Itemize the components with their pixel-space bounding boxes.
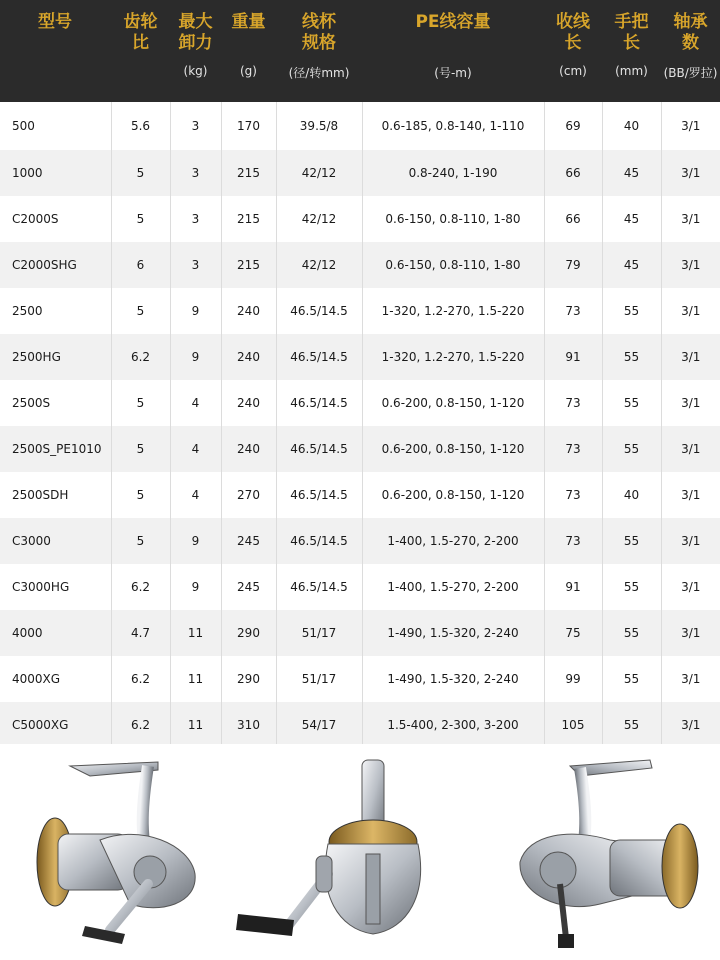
model-cell: 1000 — [0, 150, 111, 196]
table-cell: 55 — [602, 518, 661, 564]
model-cell: 4000 — [0, 610, 111, 656]
table-cell: 3 — [170, 102, 221, 150]
table-cell: 3 — [170, 196, 221, 242]
table-cell: 0.6-200, 0.8-150, 1-120 — [362, 472, 544, 518]
table-cell: 3/1 — [661, 702, 720, 748]
table-cell: 240 — [221, 426, 276, 472]
table-cell: 55 — [602, 610, 661, 656]
table-row — [0, 564, 720, 610]
table-cell: 5 — [111, 380, 170, 426]
table-cell: 3/1 — [661, 564, 720, 610]
column-header-title: 型号 — [38, 12, 72, 32]
column-header-title: 重量 — [231, 12, 266, 32]
table-cell: 3/1 — [661, 380, 720, 426]
table-cell: 240 — [221, 288, 276, 334]
table-cell: 1-400, 1.5-270, 2-200 — [362, 564, 544, 610]
table-cell: 55 — [602, 426, 661, 472]
table-row — [0, 196, 720, 242]
table-cell: 11 — [170, 702, 221, 748]
table-row — [0, 426, 720, 472]
table-cell: 51/17 — [276, 656, 362, 702]
table-cell: 0.6-185, 0.8-140, 1-110 — [362, 102, 544, 150]
table-cell: 5.6 — [111, 102, 170, 150]
table-cell: 46.5/14.5 — [276, 518, 362, 564]
table-row — [0, 472, 720, 518]
model-cell: C3000HG — [0, 564, 111, 610]
table-row — [0, 610, 720, 656]
column-header-5 — [362, 0, 544, 102]
table-cell: 91 — [544, 564, 602, 610]
table-cell: 1-320, 1.2-270, 1.5-220 — [362, 288, 544, 334]
table-cell: 6.2 — [111, 334, 170, 380]
table-cell: 55 — [602, 702, 661, 748]
model-cell: C2000SHG — [0, 242, 111, 288]
table-cell: 9 — [170, 334, 221, 380]
table-cell: 91 — [544, 334, 602, 380]
table-cell: 5 — [111, 426, 170, 472]
column-header-title: 手把 长 — [614, 12, 649, 53]
table-cell: 215 — [221, 242, 276, 288]
table-cell: 66 — [544, 150, 602, 196]
table-cell: 1-320, 1.2-270, 1.5-220 — [362, 334, 544, 380]
table-cell: 0.6-200, 0.8-150, 1-120 — [362, 426, 544, 472]
table-row — [0, 656, 720, 702]
table-cell: 4 — [170, 426, 221, 472]
table-cell: 245 — [221, 518, 276, 564]
product-photo-strip — [0, 744, 720, 960]
table-cell: 6.2 — [111, 564, 170, 610]
model-cell: C5000XG — [0, 702, 111, 748]
table-cell: 55 — [602, 564, 661, 610]
table-row — [0, 150, 720, 196]
table-cell: 11 — [170, 656, 221, 702]
table-cell: 46.5/14.5 — [276, 380, 362, 426]
table-cell: 9 — [170, 518, 221, 564]
table-cell: 5 — [111, 196, 170, 242]
table-cell: 42/12 — [276, 242, 362, 288]
model-cell: 2500S — [0, 380, 111, 426]
table-cell: 5 — [111, 472, 170, 518]
table-cell: 6.2 — [111, 656, 170, 702]
column-header-unit: (BB/罗拉) — [663, 66, 718, 80]
column-header-0 — [0, 0, 111, 102]
table-cell: 66 — [544, 196, 602, 242]
table-row — [0, 288, 720, 334]
column-header-7 — [602, 0, 661, 102]
table-cell: 290 — [221, 610, 276, 656]
model-cell: 500 — [0, 102, 111, 150]
column-header-title: 最大 卸力 — [178, 12, 213, 53]
model-cell: 4000XG — [0, 656, 111, 702]
column-header-unit: (kg) — [183, 64, 208, 78]
column-header-title: 齿轮 比 — [123, 12, 158, 53]
column-header-8 — [661, 0, 720, 102]
table-cell: 3/1 — [661, 196, 720, 242]
column-header-title: PE线容量 — [415, 12, 491, 32]
table-cell: 46.5/14.5 — [276, 472, 362, 518]
table-cell: 4 — [170, 380, 221, 426]
column-header-1 — [111, 0, 170, 102]
table-cell: 3/1 — [661, 656, 720, 702]
table-cell: 5 — [111, 518, 170, 564]
table-header — [0, 0, 720, 102]
table-cell: 3/1 — [661, 150, 720, 196]
table-cell: 1-490, 1.5-320, 2-240 — [362, 610, 544, 656]
table-cell: 1-490, 1.5-320, 2-240 — [362, 656, 544, 702]
table-cell: 73 — [544, 426, 602, 472]
model-cell: C3000 — [0, 518, 111, 564]
spinning-reel-rear-icon — [228, 744, 488, 960]
table-cell: 3/1 — [661, 610, 720, 656]
table-cell: 40 — [602, 472, 661, 518]
table-row — [0, 242, 720, 288]
table-cell: 4 — [170, 472, 221, 518]
column-header-title: 收线 长 — [556, 12, 590, 53]
table-cell: 54/17 — [276, 702, 362, 748]
table-cell: 45 — [602, 196, 661, 242]
table-cell: 0.6-150, 0.8-110, 1-80 — [362, 196, 544, 242]
table-cell: 270 — [221, 472, 276, 518]
table-cell: 4.7 — [111, 610, 170, 656]
column-header-unit: (径/转mm) — [288, 66, 350, 80]
table-row — [0, 518, 720, 564]
table-cell: 3/1 — [661, 288, 720, 334]
table-cell: 105 — [544, 702, 602, 748]
table-cell: 3/1 — [661, 518, 720, 564]
model-cell: 2500 — [0, 288, 111, 334]
table-cell: 45 — [602, 242, 661, 288]
table-cell: 45 — [602, 150, 661, 196]
table-cell: 55 — [602, 288, 661, 334]
table-cell: 290 — [221, 656, 276, 702]
table-cell: 3/1 — [661, 102, 720, 150]
table-cell: 69 — [544, 102, 602, 150]
table-cell: 73 — [544, 288, 602, 334]
spinning-reel-side-right-icon — [500, 744, 710, 960]
table-cell: 73 — [544, 472, 602, 518]
table-cell: 55 — [602, 380, 661, 426]
table-cell: 3/1 — [661, 242, 720, 288]
header-row — [0, 0, 720, 102]
table-cell: 75 — [544, 610, 602, 656]
table-cell: 51/17 — [276, 610, 362, 656]
table-cell: 3/1 — [661, 426, 720, 472]
table-body — [0, 102, 720, 748]
table-cell: 46.5/14.5 — [276, 564, 362, 610]
table-cell: 240 — [221, 380, 276, 426]
column-header-unit: (号-m) — [434, 66, 472, 80]
table-cell: 55 — [602, 656, 661, 702]
table-cell: 55 — [602, 334, 661, 380]
table-row — [0, 380, 720, 426]
table-cell: 42/12 — [276, 196, 362, 242]
table-cell: 73 — [544, 518, 602, 564]
table-cell: 1.5-400, 2-300, 3-200 — [362, 702, 544, 748]
column-header-unit: (g) — [240, 64, 257, 78]
table-cell: 3 — [170, 150, 221, 196]
table-cell: 240 — [221, 334, 276, 380]
table-cell: 310 — [221, 702, 276, 748]
table-cell: 5 — [111, 288, 170, 334]
spinning-reel-side-left-icon — [30, 744, 230, 960]
model-cell: 2500HG — [0, 334, 111, 380]
table-cell: 0.6-150, 0.8-110, 1-80 — [362, 242, 544, 288]
table-row — [0, 102, 720, 150]
model-cell: 2500SDH — [0, 472, 111, 518]
table-row — [0, 334, 720, 380]
table-cell: 245 — [221, 564, 276, 610]
table-cell: 215 — [221, 150, 276, 196]
table-cell: 170 — [221, 102, 276, 150]
table-cell: 3/1 — [661, 472, 720, 518]
model-cell: C2000S — [0, 196, 111, 242]
table-cell: 215 — [221, 196, 276, 242]
table-cell: 5 — [111, 150, 170, 196]
table-cell: 46.5/14.5 — [276, 426, 362, 472]
column-header-unit: (cm) — [559, 64, 587, 78]
column-header-2 — [170, 0, 221, 102]
table-cell: 73 — [544, 380, 602, 426]
table-cell: 40 — [602, 102, 661, 150]
column-header-4 — [276, 0, 362, 102]
table-cell: 79 — [544, 242, 602, 288]
column-header-title: 轴承 数 — [673, 12, 708, 53]
table-cell: 1-400, 1.5-270, 2-200 — [362, 518, 544, 564]
table-cell: 46.5/14.5 — [276, 288, 362, 334]
table-cell: 46.5/14.5 — [276, 334, 362, 380]
table-cell: 9 — [170, 288, 221, 334]
table-cell: 9 — [170, 564, 221, 610]
column-header-title: 线杯 规格 — [302, 12, 336, 53]
table-cell: 3/1 — [661, 334, 720, 380]
column-header-unit: (mm) — [615, 64, 648, 78]
table-cell: 42/12 — [276, 150, 362, 196]
column-header-3 — [221, 0, 276, 102]
table-cell: 3 — [170, 242, 221, 288]
table-cell: 0.6-200, 0.8-150, 1-120 — [362, 380, 544, 426]
table-cell: 99 — [544, 656, 602, 702]
table-cell: 0.8-240, 1-190 — [362, 150, 544, 196]
table-cell: 39.5/8 — [276, 102, 362, 150]
table-cell: 6.2 — [111, 702, 170, 748]
table-row — [0, 702, 720, 748]
model-cell: 2500S_PE1010 — [0, 426, 111, 472]
table-cell: 6 — [111, 242, 170, 288]
table-cell: 11 — [170, 610, 221, 656]
column-header-6 — [544, 0, 602, 102]
